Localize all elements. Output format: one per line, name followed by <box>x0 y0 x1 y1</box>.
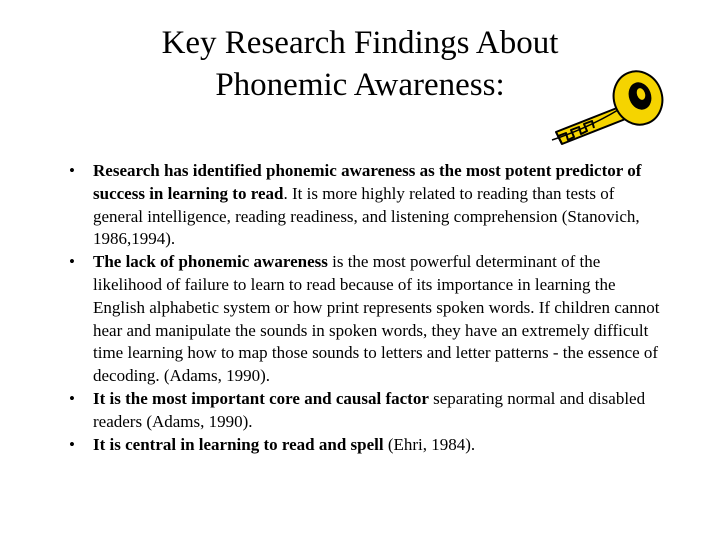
key-icon <box>548 62 666 148</box>
bullet-marker: • <box>69 161 75 180</box>
findings-list <box>62 160 662 456</box>
list-item <box>62 251 662 388</box>
bullet-marker: • <box>69 252 75 272</box>
title-line-1: Key Research Findings About <box>161 25 559 61</box>
bullet-text: (Ehri, 1984). <box>383 434 476 454</box>
bullet-marker: • <box>69 388 75 408</box>
bullet-text: is the most powerful determinant of the likelihood of failure to learn to read because of its importance in learning the English alphabetic system or how print represents spoken words. If children cannot hear and manipulate the sounds in spoken words, they have an extremely difficult time learning how to map those sounds to letters and letter patterns - the essence of decoding. (Adams, 1990). <box>93 252 660 386</box>
bullet-emphasis: Research has identified phonemic awareness as the most potent predictor of success in learning to read <box>93 161 642 203</box>
bullet-marker: • <box>69 434 75 454</box>
bullet-text: separating normal and disabled readers (Adams, 1990). <box>93 388 646 431</box>
bullet-text: . It is more highly related to reading than tests of general intelligence, reading readiness, and listening comprehension (Stanovich, 1986,1994). <box>93 183 640 249</box>
bullet-emphasis: It is the most important core and causal factor <box>93 388 429 408</box>
list-item <box>62 160 662 251</box>
list-item <box>62 388 662 434</box>
bullet-emphasis: The lack of phonemic awareness <box>93 252 328 272</box>
title-line-2: Phonemic Awareness: <box>215 67 505 103</box>
list-item <box>62 434 662 457</box>
bullet-emphasis: It is central in learning to read and spell <box>93 434 384 454</box>
